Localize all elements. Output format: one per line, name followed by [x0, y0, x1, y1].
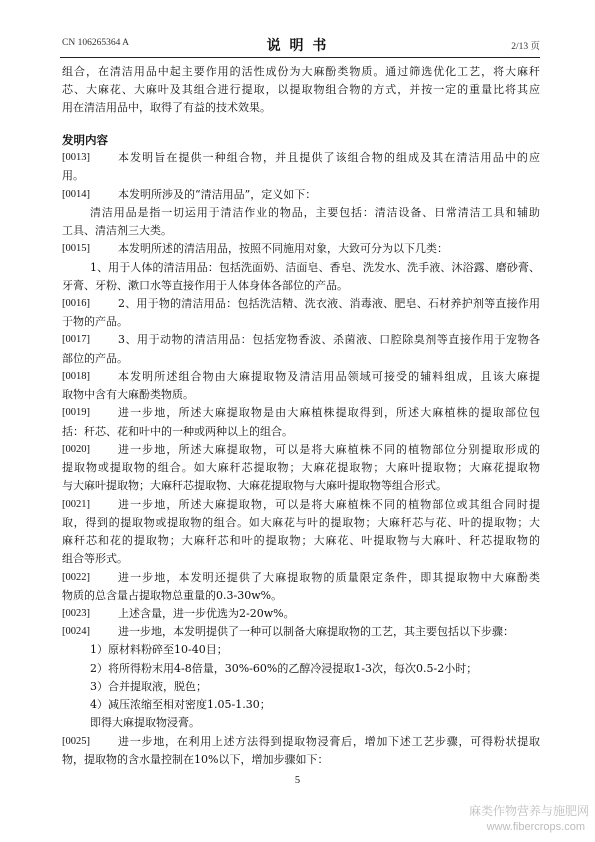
- paragraph-line: [62, 496, 540, 514]
- paragraph-line: 括：秆芯、花和叶中的一种或两种以上的组合。: [62, 424, 293, 438]
- intro-line: 组合，在清洁用品中起主要作用的活性成份为大麻酚类物质。通过筛选优化工艺，将大麻秆: [62, 64, 540, 78]
- paragraph-text: 本发明所述的清洁用品，按照不同施用对象，大致可分为以下几类：: [118, 242, 448, 256]
- paragraph-line: 取，得到的提取物或提取物的组合。如大麻花与叶的提取物；大麻秆芯与花、叶的提取物；大: [62, 515, 540, 529]
- paragraph-0023: [62, 605, 540, 623]
- paragraph-text: 进一步地，本发明还提供了大麻提取物的质量限定条件，即其提取物中大麻酚类: [118, 570, 540, 584]
- paragraph-number: [0022]: [62, 571, 90, 583]
- paragraph-line: 用。: [62, 169, 84, 183]
- paragraph-number: [0017]: [62, 334, 90, 346]
- paragraph-line: 牙膏、牙粉、漱口水等直接作用于人体身体各部位的产品。: [62, 278, 348, 292]
- paragraph-line: 清洁用品是指一切运用于清洁作业的物品，主要包括：清洁设备、日常清洁工具和辅助: [90, 205, 540, 219]
- paragraph-text: 进一步地，所述大麻提取物，可以是将大麻植株不同的植物部位分别提取形成的: [118, 442, 540, 456]
- paragraph-line: 提取物或提取物的组合。如大麻秆芯提取物；大麻花提取物；大麻叶提取物；大麻花提取物: [62, 461, 540, 475]
- paragraph-text: 本发明旨在提供一种组合物，并且提供了该组合物的组成及其在清洁用品中的应: [118, 151, 540, 165]
- intro-paragraph: [62, 63, 540, 118]
- paragraph-0019: [62, 404, 540, 440]
- process-step: 4）减压浓缩至相对密度1.05-1.30；: [90, 698, 271, 712]
- paragraph-number: [0013]: [62, 152, 90, 164]
- paragraph-text: 进一步地，在利用上述方法得到提取物浸膏后，增加下述工艺步骤，可得粉状提取: [118, 734, 540, 748]
- paragraph-text: 上述含量，进一步优选为2-20w%。: [118, 606, 295, 620]
- paragraph-text: 进一步地，所述大麻提取物，可以是将大麻植株不同的植物部位或其组合同时提: [118, 497, 540, 511]
- intro-line: 芯、大麻花、大麻叶及其组合进行提取，以提取物组合物的方式，并按一定的重量比将其应: [62, 83, 540, 97]
- paragraph-0013: [62, 149, 540, 185]
- watermark-url: www.fibercrops.com: [486, 821, 585, 833]
- paragraph-line: 与大麻叶提取物；大麻秆芯提取物、大麻花提取物与大麻叶提取物等组合形式。: [62, 479, 447, 493]
- paragraph-0017: [62, 331, 540, 367]
- paragraph-number: [0018]: [62, 370, 90, 382]
- paragraph-text: 2、用于物的清洁用品：包括洗洁精、洗衣液、消毒液、肥皂、石材养护剂等直接作用: [118, 297, 540, 310]
- paragraph-0025: [62, 733, 540, 769]
- paragraph-line: 部位的产品。: [62, 351, 128, 365]
- paragraph-number: [0020]: [62, 443, 90, 455]
- paragraph-text: 本发明所述组合物由大麻提取物及清洁用品领域可接受的辅料组成，且该大麻提: [118, 369, 540, 383]
- paragraph-0015: [62, 240, 540, 295]
- paragraph-number: [0025]: [62, 735, 90, 747]
- paragraph-number: [0016]: [62, 298, 90, 309]
- paragraph-line: 于物的产品。: [62, 315, 128, 329]
- paragraph-line: [62, 149, 540, 167]
- paragraph-line: [62, 295, 540, 313]
- process-step: 2）将所得粉末用4-8倍量，30%-60%的乙醇冷浸提取1-3次，每次0.5-2小时；: [90, 661, 478, 675]
- paragraph-line: [62, 368, 540, 386]
- paragraph-number: [0023]: [62, 607, 90, 619]
- paragraph-line: [62, 441, 540, 459]
- document-title: 说 明 书: [266, 38, 329, 54]
- page-number: 5: [294, 775, 301, 786]
- paragraph-line: [62, 404, 540, 422]
- paragraph-0014: [62, 186, 540, 241]
- paragraph-number: [0021]: [62, 498, 90, 510]
- paragraph-0020: [62, 441, 540, 496]
- process-step: 1）原材料粉碎至10-40目；: [90, 643, 228, 657]
- paragraph-line: [62, 605, 540, 623]
- paragraph-line: 组合等形式。: [62, 552, 128, 566]
- paragraph-line: 麻秆芯和花的提取物；大麻秆芯和叶的提取物；大麻花、叶提取物与大麻叶、秆芯提取物的: [62, 534, 540, 548]
- paragraph-text: 进一步地，所述大麻提取物是由大麻植株提取得到，所述大麻植株的提取部位包: [118, 406, 540, 420]
- paragraph-line: 物质的总含量占提取物总重量的0.3-30w%。: [62, 588, 283, 602]
- paragraph-line: [62, 623, 540, 641]
- intro-line: 用在清洁用品中，取得了有益的技术效果。: [62, 101, 271, 115]
- paragraph-line: 物，提取物的含水量控制在10%以下，增加步骤如下：: [62, 752, 329, 766]
- paragraph-0018: [62, 368, 540, 404]
- paragraph-line: 工具、清洁剂三大类。: [62, 224, 172, 238]
- paragraph-line: [62, 240, 540, 258]
- section-heading: 发明内容: [62, 132, 108, 147]
- paragraph-line: [62, 331, 540, 349]
- paragraph-line: [62, 186, 540, 204]
- paragraph-0021: [62, 496, 540, 569]
- paragraph-0024: [62, 623, 540, 732]
- paragraph-number: [0024]: [62, 626, 90, 638]
- process-result: 即得大麻提取物浸膏。: [90, 716, 200, 730]
- paragraph-text: 进一步地，本发明提供了一种可以制备大麻提取物的工艺，其主要包括以下步骤：: [118, 625, 514, 639]
- patent-number: CN 106265364 A: [62, 38, 130, 48]
- paragraph-0016: [62, 295, 540, 331]
- paragraph-text: 本发明所涉及的“清洁用品”，定义如下：: [118, 187, 317, 201]
- main-section: [62, 131, 540, 769]
- paragraph-line: 1、用于人体的清洁用品：包括洗面奶、洁面皂、香皂、洗发水、洗手液、沐浴露、磨砂膏、: [90, 260, 540, 274]
- paragraph-number: [0019]: [62, 407, 90, 419]
- paragraph-line: [62, 569, 540, 587]
- paragraph-line: [62, 733, 540, 751]
- paragraph-0022: [62, 569, 540, 605]
- watermark-site-name: 麻类作物营养与施肥网: [468, 804, 589, 818]
- process-step: 3）合并提取液，脱色；: [90, 679, 207, 693]
- page-indicator: 2/13 页: [511, 42, 540, 52]
- paragraph-number: [0014]: [62, 188, 90, 200]
- header-divider: [60, 57, 540, 58]
- paragraph-number: [0015]: [62, 243, 90, 255]
- paragraph-line: 取物中含有大麻酚类物质。: [62, 388, 194, 402]
- paragraph-text: 3、用于动物的清洁用品：包括宠物香波、杀菌液、口腔除臭剂等直接作用于宠物各: [118, 333, 540, 347]
